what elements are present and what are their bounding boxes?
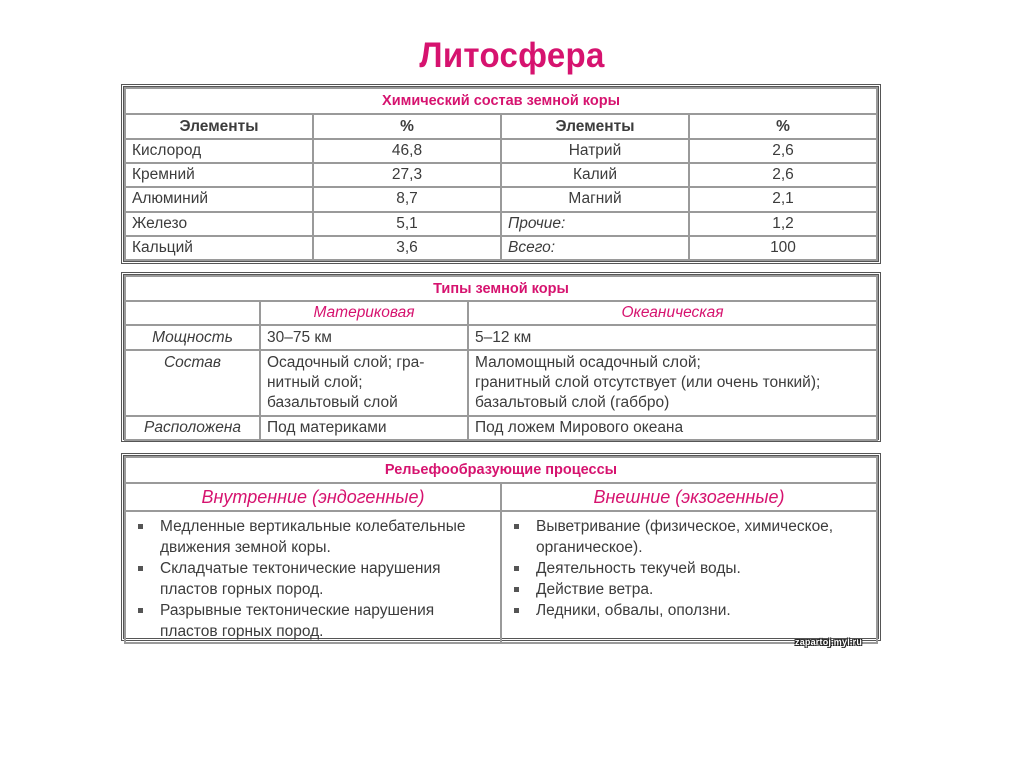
list-item: Действие ветра.: [508, 579, 870, 600]
table-row: [125, 212, 877, 236]
continental-value: Осадочный слой; гра- нитный слой; базальтовый слой: [260, 350, 468, 416]
list-item: Ледники, обвалы, оползни.: [508, 600, 870, 621]
element-name: Железо: [125, 212, 313, 236]
element-name: Натрий: [501, 139, 689, 163]
oceanic-value: Маломощный осадочный слой; гранитный слой отсутствует (или очень тонкий); базальтовый слой (габбро): [468, 350, 877, 416]
crust-types-table: [121, 272, 881, 442]
element-percent: 2,6: [689, 139, 877, 163]
header-external: Внешние (экзогенные): [501, 483, 877, 511]
section-title-crust: Типы земной коры: [125, 276, 877, 301]
header-elements-1: Элементы: [125, 114, 313, 139]
relief-processes-table: [121, 453, 881, 641]
element-name: Магний: [501, 187, 689, 211]
list-item: Деятельность текучей воды.: [508, 558, 870, 579]
row-label: Расположена: [125, 416, 260, 440]
row-label: Мощность: [125, 325, 260, 350]
list-item: Складчатые тектонические нарушения пластов горных пород.: [132, 558, 494, 600]
header-percent-1: %: [313, 114, 501, 139]
table-row: [125, 350, 877, 416]
header-oceanic: Океаническая: [468, 301, 877, 325]
table-row: [125, 187, 877, 211]
internal-processes-cell: [125, 511, 501, 643]
total-label: Всего:: [501, 236, 689, 260]
element-name: Калий: [501, 163, 689, 187]
table-row: [125, 163, 877, 187]
empty-header-cell: [125, 301, 260, 325]
element-percent: 3,6: [313, 236, 501, 260]
header-continental: Материковая: [260, 301, 468, 325]
list-item: Разрывные тектонические нарушения пластов горных пород.: [132, 600, 494, 642]
section-title-chemical: Химический состав земной коры: [125, 88, 877, 114]
external-processes-list: [508, 516, 870, 621]
external-processes-cell: [501, 511, 877, 643]
element-percent: 2,6: [689, 163, 877, 187]
element-name: Кальций: [125, 236, 313, 260]
table-row: [125, 139, 877, 163]
internal-processes-list: [132, 516, 494, 642]
element-name: Кремний: [125, 163, 313, 187]
page-title: Литосфера: [419, 34, 605, 75]
element-percent: 1,2: [689, 212, 877, 236]
section-title-relief: Рельефообразующие процессы: [125, 457, 877, 483]
chemical-composition-table: [121, 84, 881, 264]
header-percent-2: %: [689, 114, 877, 139]
element-percent: 46,8: [313, 139, 501, 163]
table-row: [125, 325, 877, 350]
watermark: zapartoj.myl.ru: [795, 637, 863, 647]
oceanic-value: Под ложем Мирового океана: [468, 416, 877, 440]
other-label: Прочие:: [501, 212, 689, 236]
element-percent: 27,3: [313, 163, 501, 187]
header-elements-2: Элементы: [501, 114, 689, 139]
header-internal: Внутренние (эндогенные): [125, 483, 501, 511]
total-value: 100: [689, 236, 877, 260]
table-row: [125, 416, 877, 440]
oceanic-value: 5–12 км: [468, 325, 877, 350]
element-percent: 5,1: [313, 212, 501, 236]
element-percent: 2,1: [689, 187, 877, 211]
row-label: Состав: [125, 350, 260, 416]
list-item: Медленные вертикальные колебательные движения земной коры.: [132, 516, 494, 558]
element-name: Алюминий: [125, 187, 313, 211]
continental-value: 30–75 км: [260, 325, 468, 350]
continental-value: Под материками: [260, 416, 468, 440]
element-percent: 8,7: [313, 187, 501, 211]
list-item: Выветривание (физическое, химическое, органическое).: [508, 516, 870, 558]
element-name: Кислород: [125, 139, 313, 163]
table-row: [125, 236, 877, 260]
